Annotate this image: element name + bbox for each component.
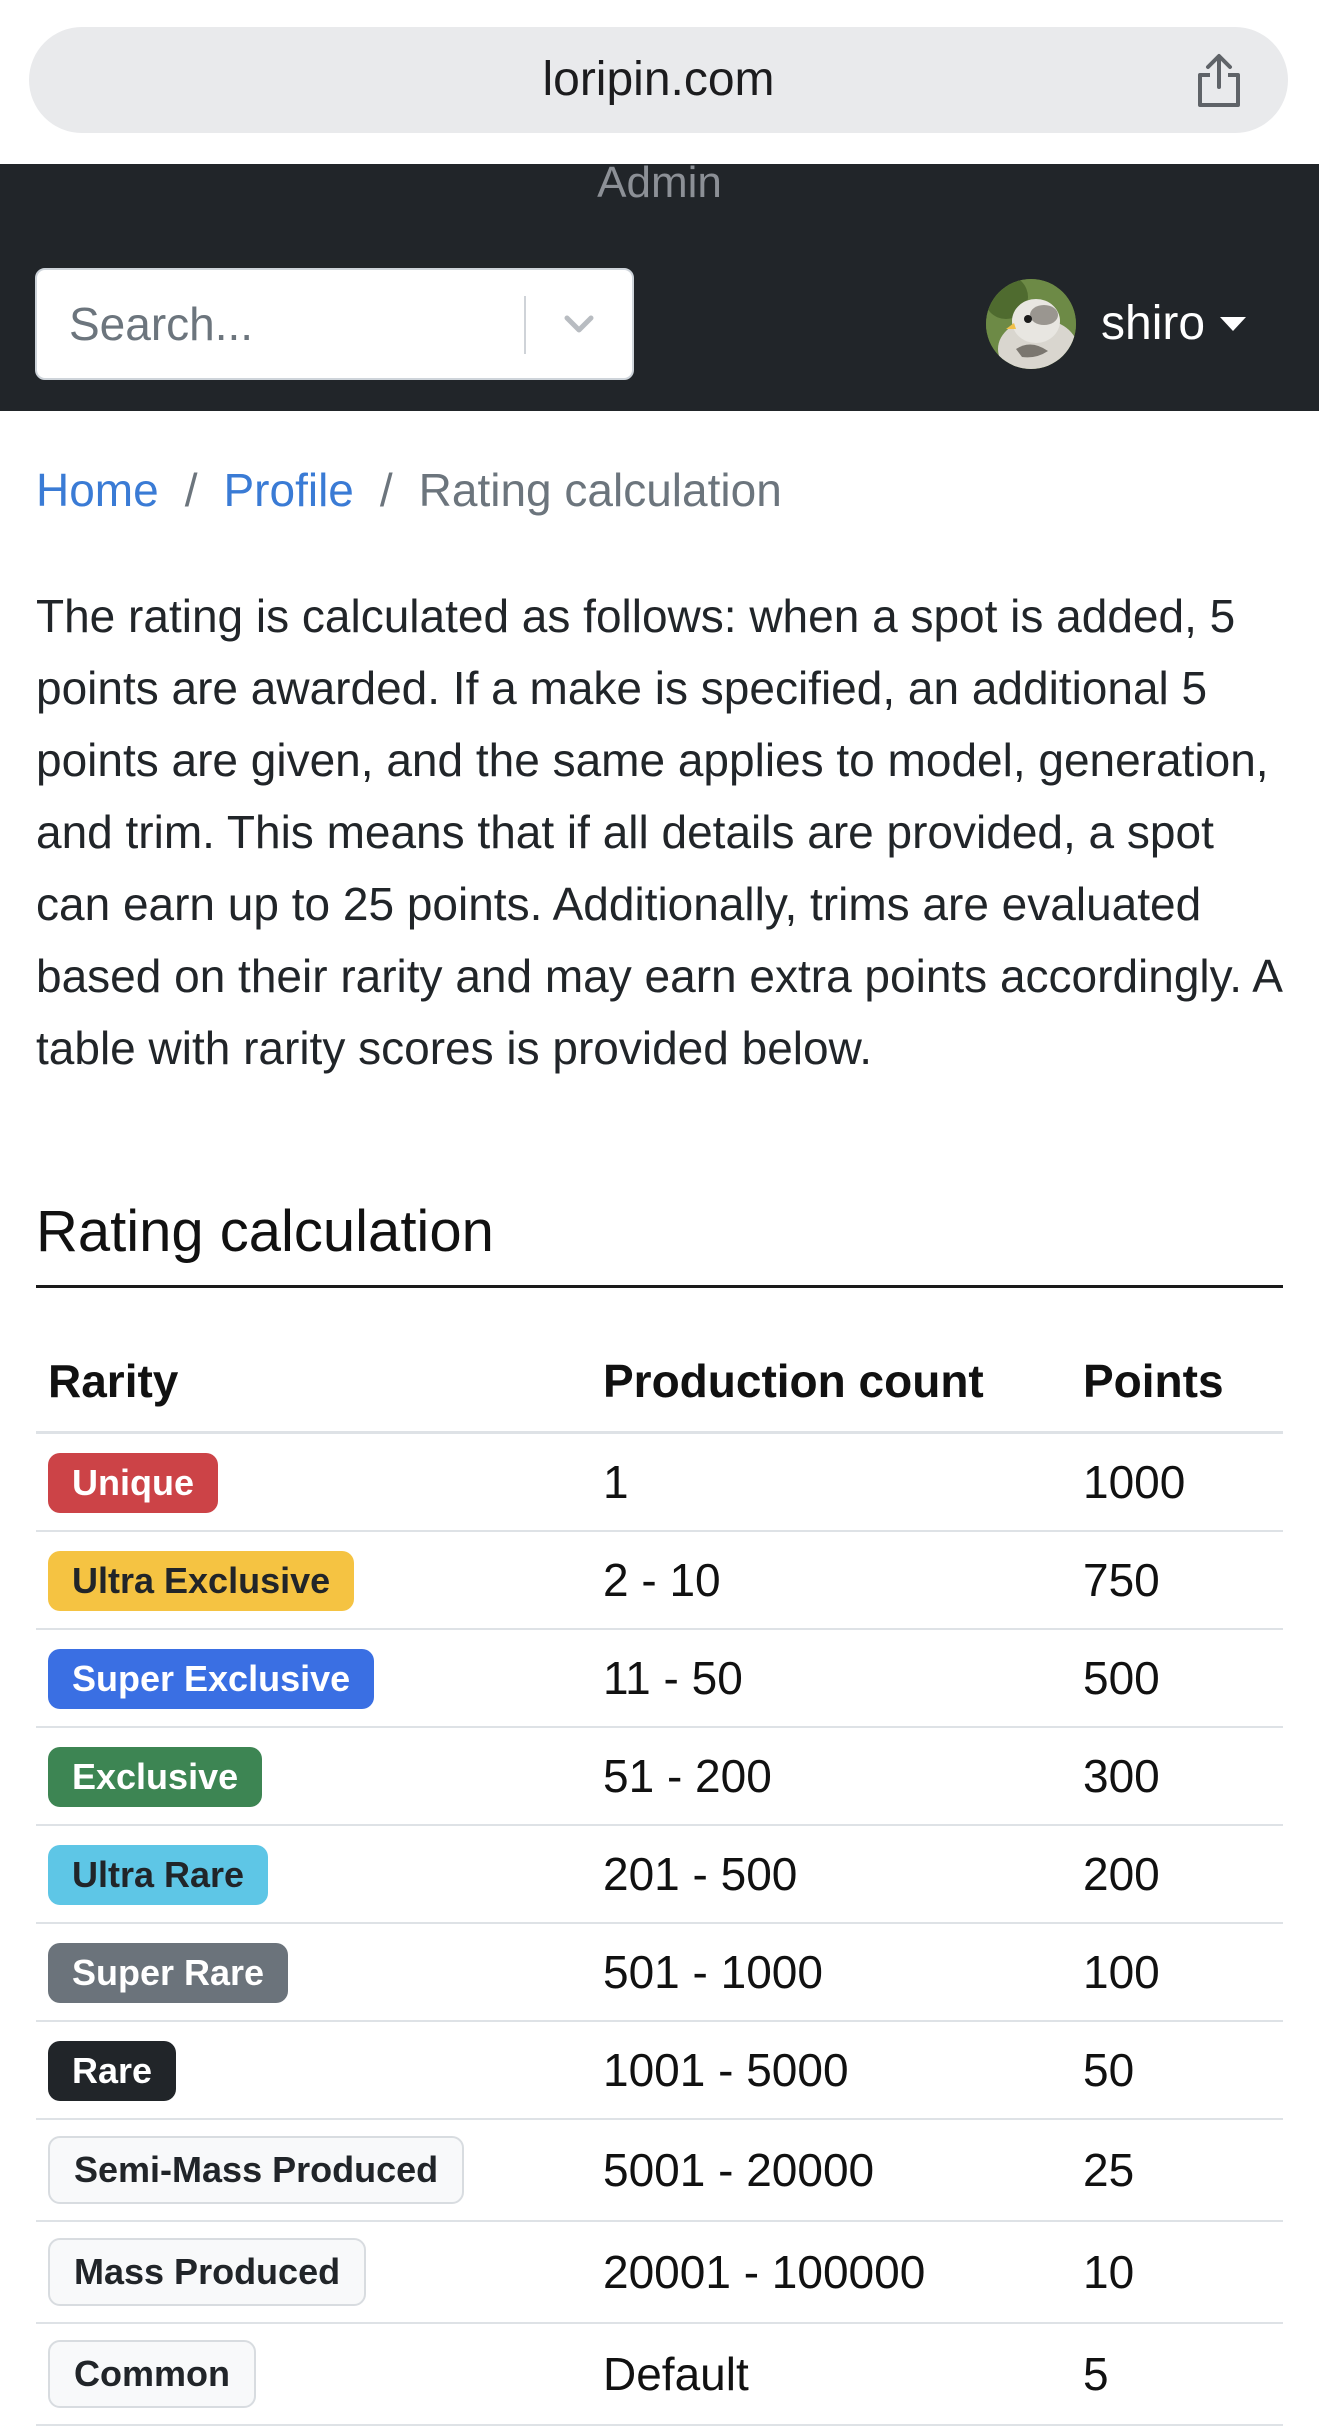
rarity-badge: Exclusive: [48, 1747, 262, 1807]
points-value: 25: [1083, 2119, 1283, 2221]
table-row: [36, 2119, 1283, 2221]
rarity-badge: Ultra Exclusive: [48, 1551, 354, 1611]
breadcrumb-separator: /: [379, 464, 393, 516]
points-value: 200: [1083, 1825, 1283, 1923]
intro-paragraph: The rating is calculated as follows: when a spot is added, 5 points are awarded. If a make is specified, an additional 5 points are given, and the same applies to model, generation, and trim. This means that if all details are provided, a spot can earn up to 25 points. Additionally, trims are evaluated based on their rarity and may earn extra points accordingly. A table with rarity scores is provided below.: [36, 590, 1281, 1074]
points-value: 750: [1083, 1531, 1283, 1629]
table-row: [36, 1629, 1283, 1727]
table-header-row: [36, 1330, 1283, 1433]
production-count: 5001 - 20000: [603, 2119, 1083, 2221]
table-row: [36, 1825, 1283, 1923]
share-icon[interactable]: [1190, 51, 1248, 109]
points-value: 1000: [1083, 1433, 1283, 1532]
rarity-badge: Mass Produced: [48, 2238, 366, 2306]
breadcrumb-home[interactable]: Home: [36, 464, 159, 516]
rarity-badge: Unique: [48, 1453, 218, 1513]
avatar[interactable]: [986, 279, 1076, 369]
points-value: 500: [1083, 1629, 1283, 1727]
rarity-table: [36, 1330, 1283, 2426]
search-placeholder[interactable]: Search...: [69, 298, 254, 350]
section-divider: [36, 1285, 1283, 1288]
points-value: 10: [1083, 2221, 1283, 2323]
chevron-down-icon[interactable]: [559, 304, 599, 344]
table-row: [36, 2323, 1283, 2425]
table-row: [36, 1727, 1283, 1825]
rarity-badge: Super Rare: [48, 1943, 288, 2003]
points-value: 50: [1083, 2021, 1283, 2119]
search-divider: [524, 296, 526, 354]
breadcrumb-separator: /: [184, 464, 198, 516]
breadcrumb: [36, 463, 782, 517]
top-navbar: [0, 164, 1319, 411]
username[interactable]: shiro: [1101, 297, 1206, 350]
falcon-avatar-icon: [986, 279, 1076, 369]
production-count: 1001 - 5000: [603, 2021, 1083, 2119]
header-production-count: Production count: [603, 1330, 1083, 1433]
table-row: [36, 1531, 1283, 1629]
points-value: 5: [1083, 2323, 1283, 2425]
rarity-badge: Ultra Rare: [48, 1845, 268, 1905]
table-row: [36, 2021, 1283, 2119]
production-count: 2 - 10: [603, 1531, 1083, 1629]
url-text[interactable]: loripin.com: [542, 53, 775, 106]
admin-link[interactable]: Admin: [597, 164, 722, 207]
points-value: 300: [1083, 1727, 1283, 1825]
points-value: 100: [1083, 1923, 1283, 2021]
breadcrumb-profile[interactable]: Profile: [223, 464, 354, 516]
table-row: [36, 2221, 1283, 2323]
breadcrumb-current: Rating calculation: [418, 464, 782, 516]
production-count: 51 - 200: [603, 1727, 1083, 1825]
production-count: 201 - 500: [603, 1825, 1083, 1923]
rarity-badge: Super Exclusive: [48, 1649, 374, 1709]
search-select[interactable]: [35, 268, 634, 380]
production-count: Default: [603, 2323, 1083, 2425]
browser-toolbar: [0, 0, 1319, 164]
address-bar[interactable]: [29, 27, 1288, 133]
table-row: [36, 1433, 1283, 1532]
section-title: Rating calculation: [36, 1199, 494, 1264]
header-points: Points: [1083, 1330, 1283, 1433]
table-row: [36, 1923, 1283, 2021]
caret-down-icon[interactable]: [1220, 317, 1246, 331]
production-count: 501 - 1000: [603, 1923, 1083, 2021]
rarity-badge: Rare: [48, 2041, 176, 2101]
production-count: 11 - 50: [603, 1629, 1083, 1727]
header-rarity: Rarity: [36, 1330, 603, 1433]
rarity-badge: Common: [48, 2340, 256, 2408]
production-count: 1: [603, 1433, 1083, 1532]
rarity-badge: Semi-Mass Produced: [48, 2136, 464, 2204]
production-count: 20001 - 100000: [603, 2221, 1083, 2323]
